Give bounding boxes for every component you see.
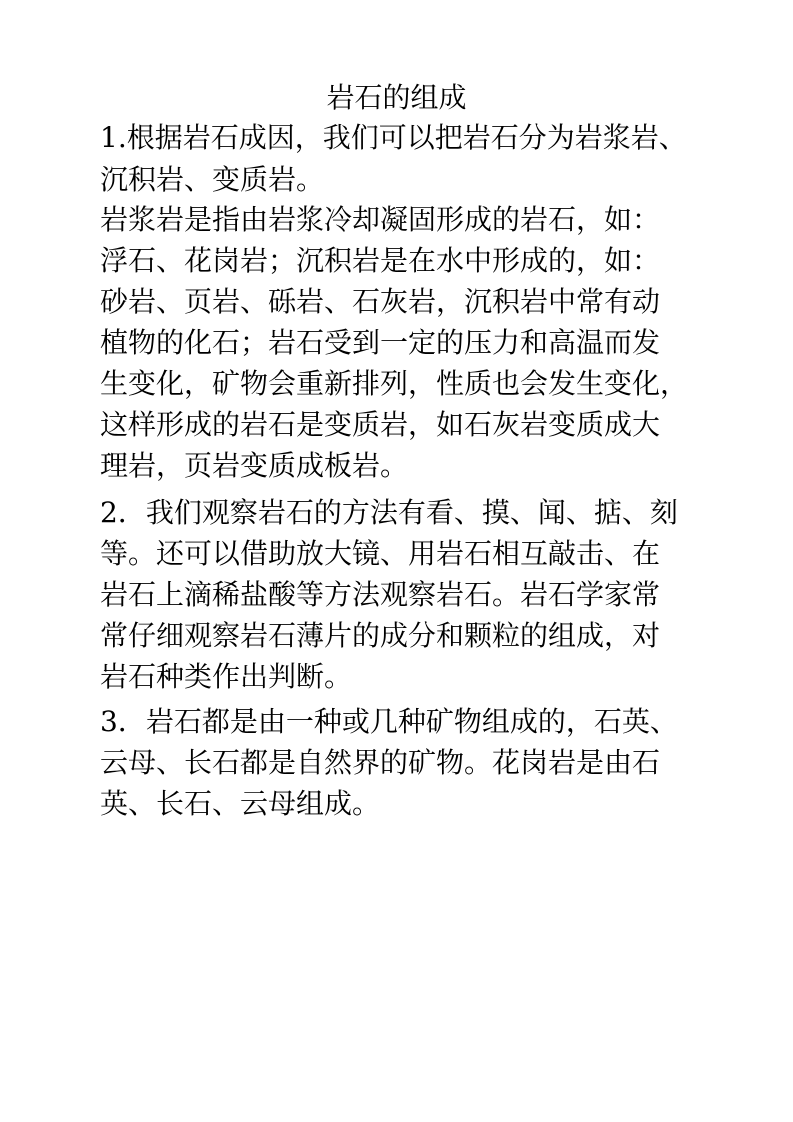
text-line: 等。还可以借助放大镜、用岩石相互敲击、在 (100, 537, 661, 570)
text-line: 生变化，矿物会重新排列，性质也会发生变化， (100, 367, 689, 400)
text-line: 理岩，页岩变质成板岩。 (100, 449, 409, 482)
text-line: 沉积岩、变质岩。 (100, 163, 325, 196)
text-line: 岩石种类作出判断。 (100, 660, 353, 693)
text-line: 云母、长石都是自然界的矿物。花岗岩是由石 (100, 746, 661, 779)
text-line: 2．我们观察岩石的方法有看、摸、闻、掂、刻 (100, 496, 678, 529)
text-line: 岩石上滴稀盐酸等方法观察岩石。岩石学家常 (100, 578, 661, 611)
document-title: 岩石的组成 (326, 81, 467, 114)
text-line: 植物的化石；岩石受到一定的压力和高温而发 (100, 326, 661, 359)
text-line: 1.根据岩石成因，我们可以把岩石分为岩浆岩、 (100, 121, 687, 154)
text-line: 3．岩石都是由一种或几种矿物组成的，石英、 (100, 705, 678, 738)
text-line: 英、长石、云母组成。 (100, 787, 381, 820)
text-line: 这样形成的岩石是变质岩，如石灰岩变质成大 (100, 408, 661, 441)
text-line: 砂岩、页岩、砾岩、石灰岩，沉积岩中常有动 (100, 285, 661, 318)
text-line: 浮石、花岗岩；沉积岩是在水中形成的，如： (100, 244, 661, 277)
text-line: 常仔细观察岩石薄片的成分和颗粒的组成，对 (100, 619, 661, 652)
text-line: 岩浆岩是指由岩浆冷却凝固形成的岩石，如： (100, 203, 661, 236)
